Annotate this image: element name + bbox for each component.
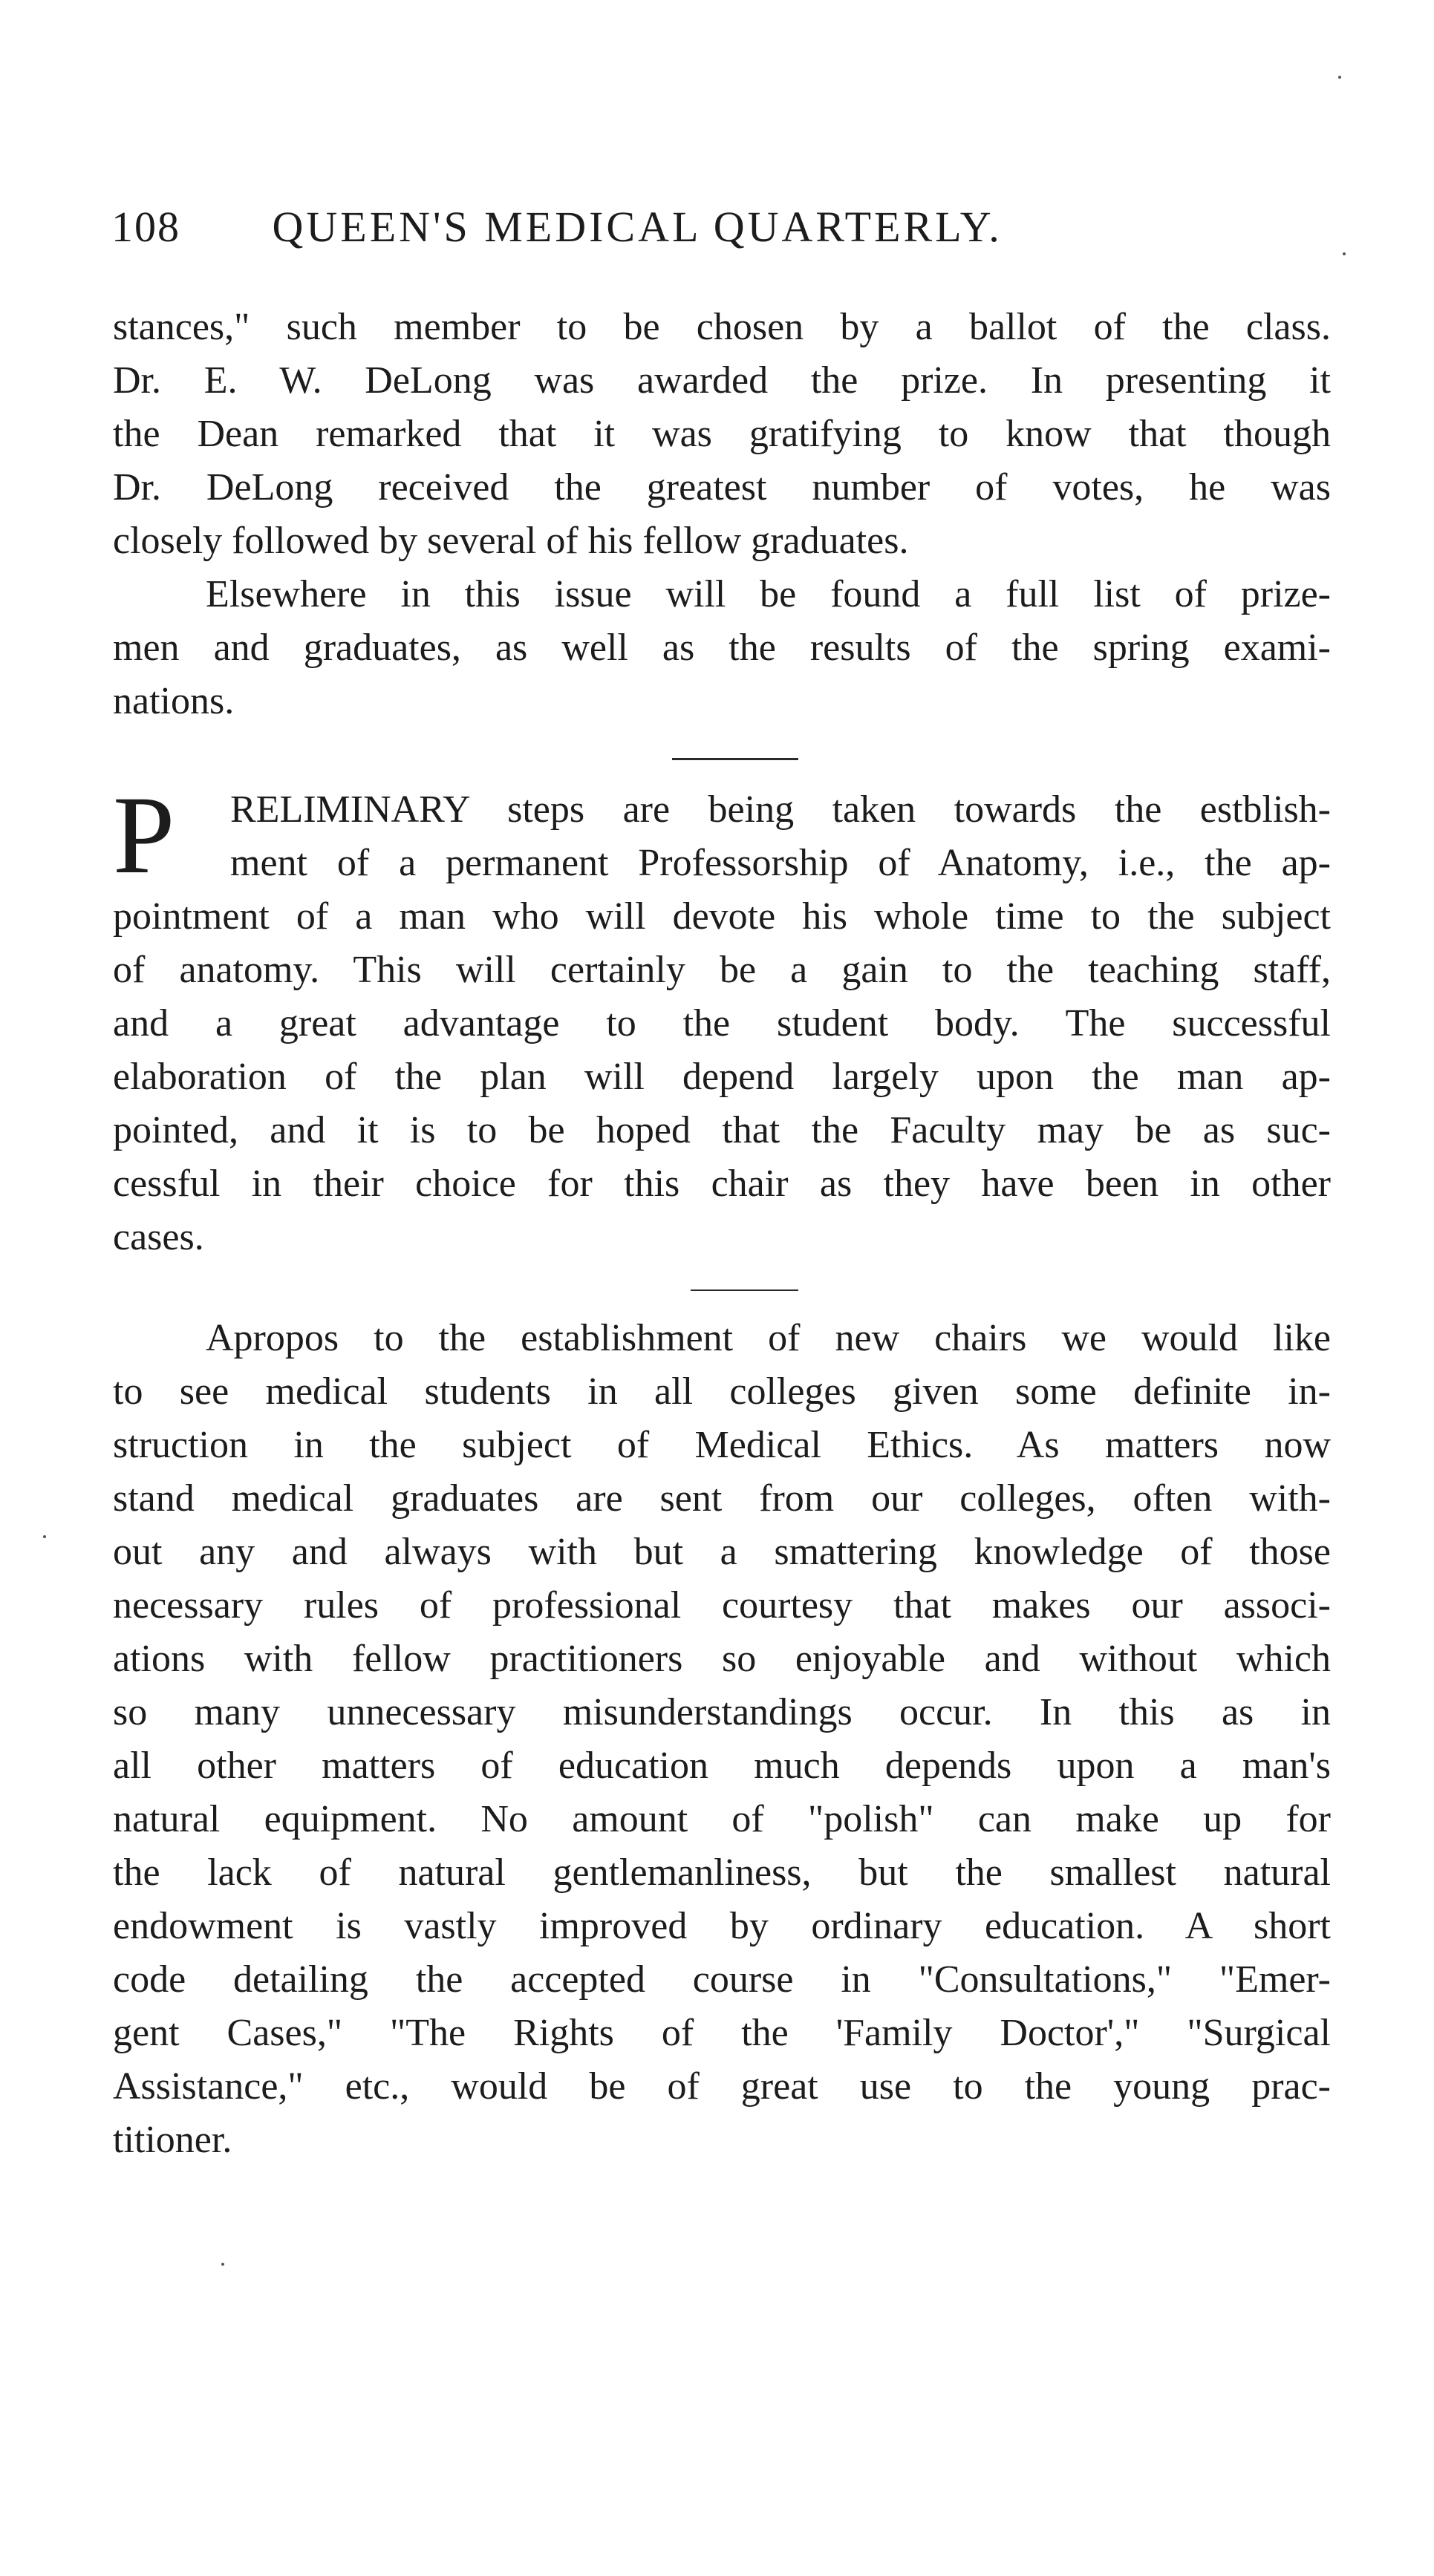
text-line: stand medical graduates are sent from our colleges, often with- bbox=[113, 1477, 1331, 1520]
page-number: 108 bbox=[111, 203, 180, 251]
drop-cap-letter: P bbox=[113, 774, 175, 897]
text-line: endowment is vastly improved by ordinary education. A short bbox=[113, 1905, 1331, 1947]
text-line: out any and always with but a smattering knowledge of those bbox=[113, 1531, 1331, 1573]
paper-speck bbox=[43, 1535, 46, 1538]
drop-cap-block bbox=[113, 774, 1331, 897]
page-header bbox=[111, 202, 1322, 252]
text-line: to see medical students in all colleges given some definite in- bbox=[113, 1370, 1331, 1413]
text-line: so many unnecessary misunderstandings occur. In this as in bbox=[113, 1691, 1331, 1733]
text-line: struction in the subject of Medical Ethics. As matters now bbox=[113, 1424, 1331, 1466]
text-line: all other matters of education much depends upon a man's bbox=[113, 1745, 1331, 1787]
text-line: Dr. E. W. DeLong was awarded the prize. In presenting it bbox=[113, 359, 1331, 402]
text-line: stances," such member to be chosen by a ballot of the class. bbox=[113, 306, 1331, 348]
text-line: and a great advantage to the student body. The successful bbox=[113, 1002, 1331, 1045]
paragraph-medical-ethics bbox=[113, 1312, 1331, 2167]
text-line: pointment of a man who will devote his whole time to the subject bbox=[113, 895, 1331, 938]
text-line: cases. bbox=[113, 1216, 204, 1258]
text-line: titioner. bbox=[113, 2119, 232, 2161]
text-line: pointed, and it is to be hoped that the Faculty may be as suc- bbox=[113, 1109, 1331, 1151]
running-title: QUEEN'S MEDICAL QUARTERLY. bbox=[272, 203, 1003, 251]
paragraph-prize-award bbox=[113, 301, 1331, 568]
text-line: ment of a permanent Professorship of Anatomy, i.e., the ap- bbox=[230, 842, 1331, 884]
section-divider bbox=[691, 1289, 798, 1291]
text-line: cessful in their choice for this chair as they have been in other bbox=[113, 1163, 1331, 1205]
text-line: nations. bbox=[113, 680, 235, 722]
text-line: ations with fellow practitioners so enjoyable and without which bbox=[113, 1638, 1331, 1680]
paper-speck bbox=[1343, 252, 1346, 255]
text-line: necessary rules of professional courtesy that makes our associ- bbox=[113, 1584, 1331, 1627]
text-line: men and graduates, as well as the results of the spring exami- bbox=[113, 627, 1331, 669]
text-line: the Dean remarked that it was gratifying to know that though bbox=[113, 413, 1331, 455]
text-line: code detailing the accepted course in "Consultations," "Emer- bbox=[113, 1958, 1331, 2001]
text-line: RELIMINARY steps are being taken towards the estblish- bbox=[230, 788, 1331, 831]
text-line: of anatomy. This will certainly be a gain to the teaching staff, bbox=[113, 949, 1331, 991]
section-divider bbox=[672, 758, 798, 760]
paper-speck bbox=[1338, 76, 1341, 79]
text-line: elaboration of the plan will depend largely upon the man ap- bbox=[113, 1056, 1331, 1098]
paper-speck bbox=[221, 2263, 224, 2266]
text-line: gent Cases," "The Rights of the 'Family Doctor'," "Surgical bbox=[113, 2012, 1331, 2054]
paragraph-anatomy-professorship bbox=[113, 774, 1331, 1264]
text-line: closely followed by several of his fellow graduates. bbox=[113, 520, 909, 562]
text-line: Assistance," etc., would be of great use to the young prac- bbox=[113, 2065, 1331, 2108]
text-line: the lack of natural gentlemanliness, but the smallest natural bbox=[113, 1851, 1331, 1894]
text-line: Apropos to the establishment of new chairs we would like bbox=[206, 1317, 1331, 1359]
text-line: natural equipment. No amount of "polish" can make up for bbox=[113, 1798, 1331, 1840]
text-line: Elsewhere in this issue will be found a full list of prize- bbox=[206, 573, 1331, 615]
text-line: Dr. DeLong received the greatest number of votes, he was bbox=[113, 466, 1331, 509]
paragraph-prize-list bbox=[113, 568, 1331, 728]
